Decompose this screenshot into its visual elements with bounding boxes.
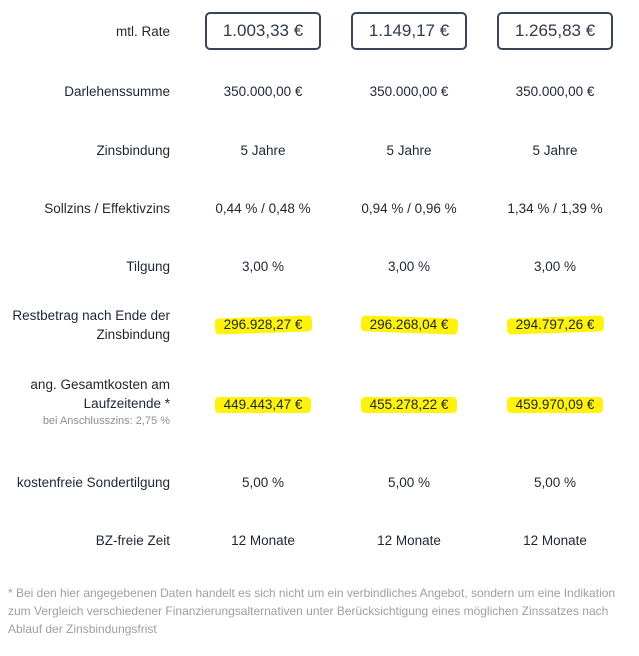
gesamtkosten-sub-label: bei Anschlusszins: 2,75 %: [42, 415, 170, 427]
row-tilgung: [0, 257, 639, 281]
row-zinsbindung: [0, 141, 639, 165]
gesamtkosten-value-2: 455.278,22 €: [367, 395, 452, 414]
bzfrei-value-3: 12 Monate: [523, 533, 587, 548]
sollzins-value-1: 0,44 % / 0,48 %: [215, 201, 311, 216]
rate-row: [0, 0, 639, 62]
row-gesamtkosten: [0, 375, 639, 435]
gesamtkosten-label-line2: Laufzeitende *: [83, 396, 170, 411]
gesamtkosten-label-line1: ang. Gesamtkosten am: [30, 377, 170, 392]
restbetrag-label-line1: Restbetrag nach Ende der: [12, 308, 170, 323]
tilgung-value-3: 3,00 %: [533, 259, 577, 274]
sondertilgung-label: kostenfreie Sondertilgung: [16, 475, 170, 490]
gesamtkosten-cell-3: [480, 395, 630, 414]
restbetrag-value-2: 296.268,04 €: [367, 315, 452, 334]
restbetrag-label: [12, 306, 170, 344]
restbetrag-cell-1: [188, 315, 338, 334]
sollzins-label: Sollzins / Effektivzins: [44, 201, 170, 216]
restbetrag-label-line2: Zinsbindung: [96, 327, 170, 342]
sondertilgung-value-2: 5,00 %: [387, 475, 431, 490]
sondertilgung-value-1: 5,00 %: [241, 475, 285, 490]
rate-box-1[interactable]: 1.003,33 €: [205, 12, 321, 50]
row-bzfrei: [0, 531, 639, 555]
tilgung-value-1: 3,00 %: [241, 259, 285, 274]
restbetrag-cell-2: [334, 315, 484, 334]
darlehenssumme-value-3: 350.000,00 €: [515, 84, 595, 99]
bzfrei-value-2: 12 Monate: [377, 533, 441, 548]
rate-box-3[interactable]: 1.265,83 €: [497, 12, 613, 50]
restbetrag-value-3: 294.797,26 €: [513, 315, 598, 334]
restbetrag-value-1: 296.928,27 €: [221, 315, 306, 334]
gesamtkosten-cell-2: [334, 395, 484, 414]
row-restbetrag: [0, 306, 639, 346]
zinsbindung-label: Zinsbindung: [96, 143, 170, 158]
row-sondertilgung: [0, 473, 639, 497]
sondertilgung-value-3: 5,00 %: [533, 475, 577, 490]
zinsbindung-value-2: 5 Jahre: [386, 143, 432, 158]
restbetrag-cell-3: [480, 315, 630, 334]
darlehenssumme-value-1: 350.000,00 €: [223, 84, 303, 99]
rate-box-2[interactable]: 1.149,17 €: [351, 12, 467, 50]
footnote: * Bei den hier angegebenen Daten handelt es sich nicht um ein verbindliches Angebot, sondern um eine Indikation zum Vergleich verschiedener Finanzierungsalternativen unter Berücksichtigung eines möglichen Zinssatzes nach Ablauf der Zinsbindungsfrist: [8, 586, 616, 636]
gesamtkosten-value-3: 459.970,09 €: [513, 395, 598, 414]
gesamtkosten-cell-1: [188, 395, 338, 414]
tilgung-label: Tilgung: [126, 259, 170, 274]
tilgung-value-2: 3,00 %: [387, 259, 431, 274]
zinsbindung-value-1: 5 Jahre: [240, 143, 286, 158]
gesamtkosten-label: [30, 375, 170, 429]
rate-label: mtl. Rate: [115, 24, 170, 39]
row-sollzins: [0, 199, 639, 223]
darlehenssumme-label: Darlehenssumme: [64, 84, 170, 99]
darlehenssumme-value-2: 350.000,00 €: [369, 84, 449, 99]
sollzins-value-3: 1,34 % / 1,39 %: [507, 201, 603, 216]
zinsbindung-value-3: 5 Jahre: [532, 143, 578, 158]
bzfrei-label: BZ-freie Zeit: [95, 533, 170, 548]
gesamtkosten-value-1: 449.443,47 €: [221, 395, 306, 414]
row-darlehenssumme: [0, 82, 639, 106]
sollzins-value-2: 0,94 % / 0,96 %: [361, 201, 457, 216]
bzfrei-value-1: 12 Monate: [231, 533, 295, 548]
